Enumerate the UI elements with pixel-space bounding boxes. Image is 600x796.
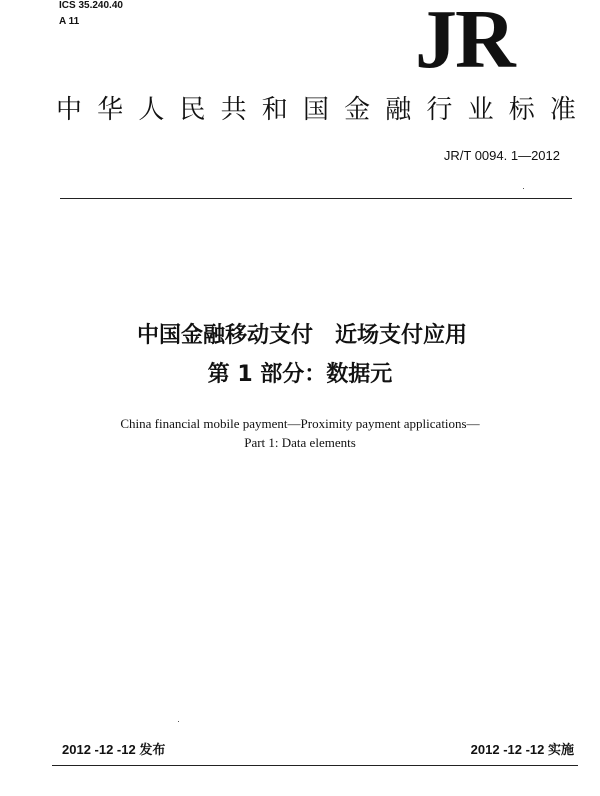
standard-type-heading bbox=[56, 92, 576, 128]
issue-date: 2012 -12 -12 发布 bbox=[62, 742, 166, 757]
standard-type-char: 行 bbox=[426, 95, 453, 125]
english-title-line-1: China financial mobile payment—Proximity payment applications— bbox=[120, 416, 480, 431]
standard-type-char: 国 bbox=[302, 95, 329, 125]
ics-code: ICS 35.240.40 bbox=[59, 0, 123, 11]
standard-type-char: 标 bbox=[508, 95, 535, 125]
standard-type-char: 人 bbox=[138, 95, 165, 125]
standard-type-char: 华 bbox=[97, 95, 124, 125]
chinese-title-line-1: 中国金融移动支付 近场支付应用 bbox=[136, 323, 467, 348]
english-title-line-2: Part 1: Data elements bbox=[244, 435, 356, 450]
jr-logo: JR bbox=[415, 0, 514, 86]
chinese-title-line-2: 第 1 部分：数据元 bbox=[207, 362, 393, 387]
standard-type-char: 共 bbox=[220, 95, 247, 125]
top-divider bbox=[60, 198, 572, 199]
implementation-date: 2012 -12 -12 实施 bbox=[470, 742, 574, 757]
standard-number: JR/T 0094. 1—2012 bbox=[443, 148, 560, 163]
bottom-divider bbox=[52, 765, 578, 766]
scan-speck bbox=[178, 721, 179, 722]
classification-code: A 11 bbox=[59, 16, 80, 27]
standard-type-char: 准 bbox=[549, 95, 576, 125]
standard-type-char: 民 bbox=[179, 95, 206, 125]
scan-speck bbox=[523, 188, 524, 189]
standard-type-char: 金 bbox=[344, 95, 371, 125]
standard-type-char: 中 bbox=[56, 95, 83, 125]
standard-type-char: 和 bbox=[261, 95, 288, 125]
standard-type-char: 融 bbox=[385, 95, 412, 125]
standard-type-char: 业 bbox=[467, 95, 494, 125]
